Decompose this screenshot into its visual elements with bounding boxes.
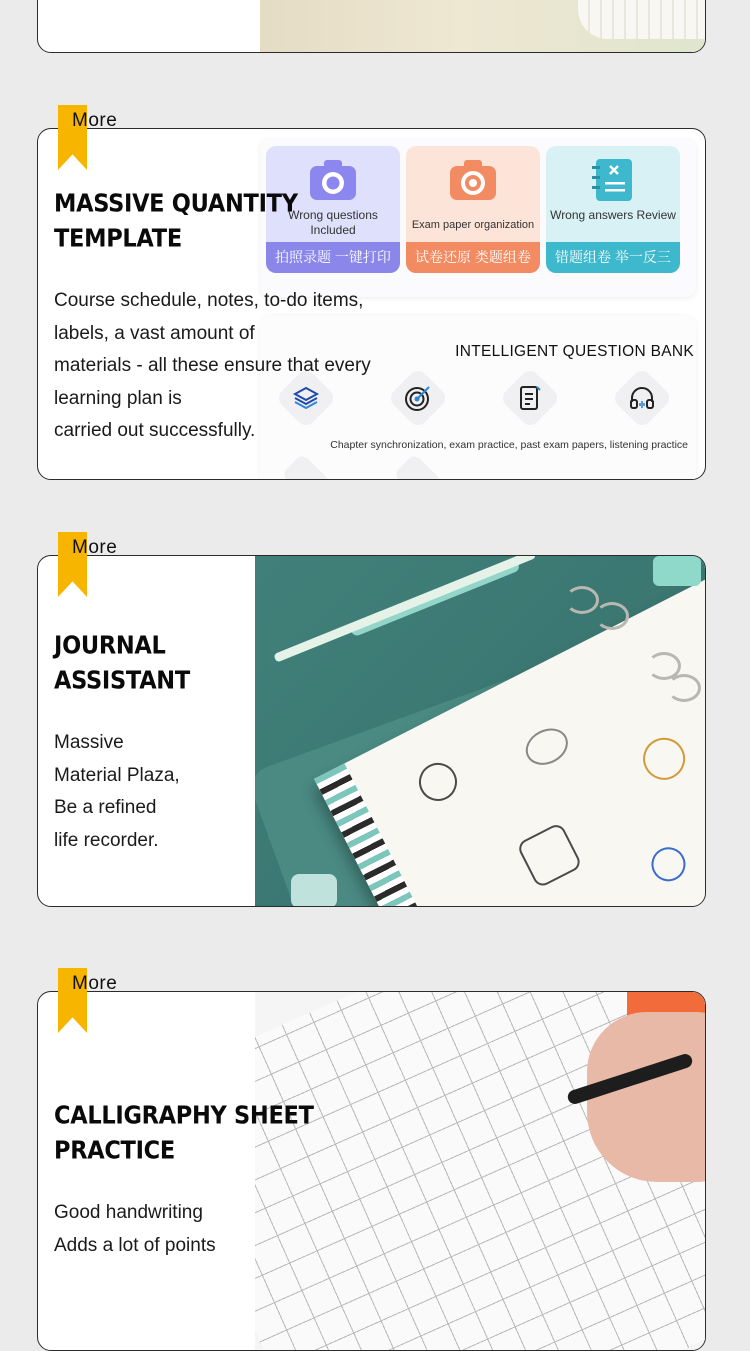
- faint-icon: [393, 453, 442, 480]
- more-link[interactable]: More: [72, 110, 118, 131]
- desc-line: life recorder.: [54, 829, 159, 851]
- tile-bar: 试卷还原 类题组卷: [406, 242, 540, 273]
- section-title: [54, 1098, 314, 1168]
- title-line: PRACTICE: [54, 1136, 175, 1166]
- product-card-top: [37, 0, 706, 53]
- hand-image: [587, 1012, 706, 1182]
- desc-line: Course schedule, notes, to-do items,: [54, 290, 364, 311]
- title-line: TEMPLATE: [54, 224, 182, 254]
- desc-line: labels, a vast amount of: [54, 322, 255, 344]
- pencil-image: [273, 556, 536, 663]
- calligraphy-photo: [255, 992, 706, 1351]
- tile-bar: 错题组卷 举一反三: [546, 242, 680, 273]
- target-icon[interactable]: [387, 367, 449, 429]
- title-line: ASSISTANT: [54, 666, 190, 696]
- more-link[interactable]: More: [72, 973, 118, 994]
- vase-photo: [260, 0, 706, 53]
- tile-label: Wrong answers Review: [550, 208, 676, 222]
- sharpener-image: [653, 556, 701, 586]
- title-line: JOURNAL: [54, 631, 166, 660]
- desc-line: Adds a lot of points: [54, 1234, 216, 1256]
- section-description: [54, 285, 371, 448]
- notebook-icon: [588, 158, 638, 202]
- journal-photo: [255, 556, 706, 907]
- vase-image: [578, 0, 706, 39]
- tile-bar: 拍照录题 一键打印: [266, 242, 400, 273]
- feature-tiles: [260, 139, 696, 297]
- desc-line: Good handwriting: [54, 1202, 203, 1223]
- section-card-journal: [37, 555, 706, 907]
- question-bank-title: INTELLIGENT QUESTION BANK: [455, 343, 694, 360]
- question-bank-subtitle: Chapter synchronization, exam practice, past exam papers, listening practice: [330, 439, 688, 451]
- tile-label: Exam paper organization: [411, 219, 535, 231]
- section-description: [54, 1197, 216, 1262]
- more-link[interactable]: More: [72, 537, 118, 558]
- desc-line: learning plan is: [54, 387, 182, 409]
- feature-tile-wrong-answers[interactable]: [546, 146, 680, 273]
- document-icon[interactable]: [499, 367, 561, 429]
- headphones-icon[interactable]: [611, 367, 673, 429]
- section-card-calligraphy: [37, 991, 706, 1351]
- faint-icon: [281, 453, 330, 480]
- desc-line: carried out successfully.: [54, 420, 256, 441]
- eraser-image: [291, 874, 337, 907]
- section-title: [54, 628, 190, 698]
- desc-line: Be a refined: [54, 797, 157, 818]
- section-title: [54, 186, 298, 256]
- desc-line: Massive: [54, 732, 124, 753]
- section-card-template: [37, 128, 706, 480]
- section-description: [54, 727, 180, 857]
- tile-label: Wrong questions Included: [288, 208, 378, 237]
- desc-line: materials - all these ensure that every: [54, 355, 371, 376]
- title-line: MASSIVE QUANTITY: [54, 189, 298, 218]
- feature-tile-exam-paper[interactable]: [406, 146, 540, 273]
- title-line: CALLIGRAPHY SHEET: [54, 1101, 314, 1130]
- camera-icon: [448, 158, 498, 202]
- desc-line: Material Plaza,: [54, 764, 180, 786]
- camera-icon: [308, 158, 358, 202]
